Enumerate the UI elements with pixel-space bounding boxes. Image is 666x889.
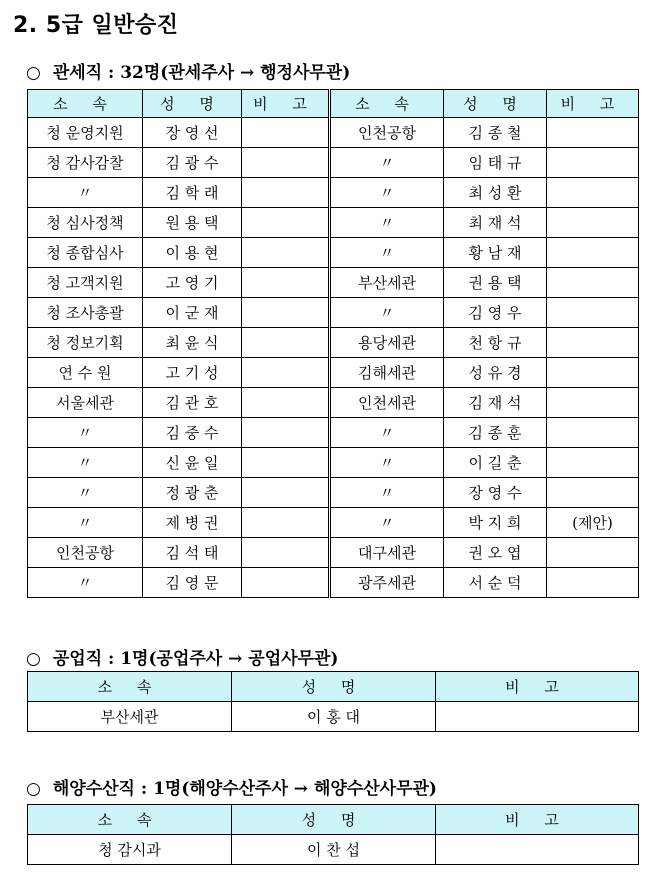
cell-name: 성 유 경: [444, 358, 547, 388]
cell-name: 제 병 권: [143, 508, 242, 538]
cell-name: 김 중 수: [143, 418, 242, 448]
cell-name: 권 오 엽: [444, 538, 547, 568]
cell-affiliation: 청 조사총괄: [28, 298, 143, 328]
cell-affiliation: 〃: [28, 178, 143, 208]
cell-affiliation: 청 종합심사: [28, 238, 143, 268]
cell-name: 이 용 현: [143, 238, 242, 268]
cell-name: 서 순 덕: [444, 568, 547, 598]
header-cell: 소 속: [28, 90, 143, 118]
cell-name: 최 윤 식: [143, 328, 242, 358]
cell-affiliation: 〃: [330, 178, 444, 208]
cell-remarks: [242, 208, 330, 238]
cell-name: 김 관 호: [143, 388, 242, 418]
header-cell: 소 속: [330, 90, 444, 118]
cell-name: 김 종 훈: [444, 418, 547, 448]
industrial-promotion-table: [27, 671, 639, 732]
cell-affiliation: 인천세관: [330, 388, 444, 418]
cell-affiliation: 대구세관: [330, 538, 444, 568]
cell-remarks: [547, 238, 639, 268]
cell-name: 장 영 수: [444, 478, 547, 508]
cell-affiliation: 〃: [330, 448, 444, 478]
header-cell: 성 명: [232, 805, 436, 835]
section-heading-text: 관세직 : 32명(관세주사 → 행정사무관): [52, 63, 351, 83]
table-row: [28, 238, 639, 268]
table-row: [28, 702, 639, 732]
cell-name: 김 영 문: [143, 568, 242, 598]
cell-remarks: [547, 388, 639, 418]
cell-remarks: [547, 538, 639, 568]
cell-remarks: [547, 448, 639, 478]
cell-name: 이 찬 섭: [232, 835, 436, 865]
header-cell: 비 고: [436, 672, 639, 702]
maritime-promotion-table: [27, 804, 639, 865]
cell-name: 정 광 춘: [143, 478, 242, 508]
cell-affiliation: 〃: [28, 448, 143, 478]
customs-promotion-table: [27, 89, 639, 598]
cell-remarks: [242, 178, 330, 208]
cell-affiliation: 김해세관: [330, 358, 444, 388]
cell-name: 장 영 선: [143, 118, 242, 148]
cell-affiliation: 부산세관: [330, 268, 444, 298]
cell-affiliation: 〃: [28, 508, 143, 538]
cell-remarks: [547, 478, 639, 508]
cell-remarks: [242, 118, 330, 148]
cell-name: 이 길 춘: [444, 448, 547, 478]
table-row: [28, 538, 639, 568]
header-cell: 비 고: [242, 90, 330, 118]
cell-name: 김 영 우: [444, 298, 547, 328]
cell-name: 김 광 수: [143, 148, 242, 178]
table-row: [28, 118, 639, 148]
customs-table-body: [28, 90, 639, 598]
bullet-icon: ○: [26, 649, 41, 669]
cell-remarks: [436, 702, 639, 732]
cell-affiliation: 〃: [330, 238, 444, 268]
cell-affiliation: 〃: [330, 508, 444, 538]
cell-remarks: [242, 148, 330, 178]
section-heading-text: 공업직 : 1명(공업주사 → 공업사무관): [52, 649, 339, 669]
cell-name: 이 군 재: [143, 298, 242, 328]
cell-name: 고 기 성: [143, 358, 242, 388]
table-header-row: [28, 805, 639, 835]
cell-affiliation: 청 심사정책: [28, 208, 143, 238]
cell-affiliation: 〃: [330, 148, 444, 178]
cell-affiliation: 인천공항: [28, 538, 143, 568]
header-cell: 소 속: [28, 805, 232, 835]
table-row: [28, 268, 639, 298]
cell-remarks: [242, 358, 330, 388]
cell-remarks: [242, 388, 330, 418]
table-row: [28, 835, 639, 865]
cell-name: 최 성 환: [444, 178, 547, 208]
cell-name: 김 종 철: [444, 118, 547, 148]
cell-remarks: [547, 118, 639, 148]
cell-name: 임 태 규: [444, 148, 547, 178]
cell-remarks: [242, 328, 330, 358]
section-heading-customs: [26, 58, 350, 83]
table-row: [28, 568, 639, 598]
header-cell: 성 명: [143, 90, 242, 118]
cell-name: 신 윤 일: [143, 448, 242, 478]
cell-name: 김 석 태: [143, 538, 242, 568]
cell-remarks: [242, 418, 330, 448]
cell-affiliation: 청 고객지원: [28, 268, 143, 298]
table-row: [28, 178, 639, 208]
cell-name: 박 지 희: [444, 508, 547, 538]
cell-remarks: (제안): [547, 508, 639, 538]
cell-remarks: [242, 568, 330, 598]
cell-name: 김 재 석: [444, 388, 547, 418]
header-cell: 소 속: [28, 672, 232, 702]
cell-affiliation: 연 수 원: [28, 358, 143, 388]
cell-name: 천 항 규: [444, 328, 547, 358]
section-heading-industrial: [26, 644, 338, 669]
cell-remarks: [436, 835, 639, 865]
cell-name: 권 용 택: [444, 268, 547, 298]
cell-remarks: [547, 148, 639, 178]
cell-remarks: [242, 448, 330, 478]
table-row: [28, 448, 639, 478]
cell-affiliation: 청 감시과: [28, 835, 232, 865]
cell-remarks: [242, 298, 330, 328]
cell-affiliation: 〃: [28, 478, 143, 508]
section-heading-text: 해양수산직 : 1명(해양수산주사 → 해양수산사무관): [52, 779, 437, 799]
cell-name: 고 영 기: [143, 268, 242, 298]
page-title: 2. 5급 일반승진: [13, 13, 179, 38]
header-cell: 성 명: [444, 90, 547, 118]
cell-affiliation: 청 정보기획: [28, 328, 143, 358]
cell-remarks: [547, 178, 639, 208]
cell-name: 황 남 재: [444, 238, 547, 268]
table-row: [28, 508, 639, 538]
cell-affiliation: 〃: [330, 478, 444, 508]
cell-remarks: [547, 298, 639, 328]
table-row: [28, 478, 639, 508]
cell-affiliation: 〃: [28, 568, 143, 598]
cell-name: 김 학 래: [143, 178, 242, 208]
cell-affiliation: 〃: [330, 418, 444, 448]
table-header-row: [28, 672, 639, 702]
table-row: [28, 388, 639, 418]
table-row: [28, 328, 639, 358]
cell-remarks: [547, 208, 639, 238]
cell-remarks: [242, 508, 330, 538]
cell-affiliation: 부산세관: [28, 702, 232, 732]
cell-remarks: [547, 418, 639, 448]
cell-affiliation: 서울세관: [28, 388, 143, 418]
cell-remarks: [547, 328, 639, 358]
cell-name: 최 재 석: [444, 208, 547, 238]
cell-remarks: [547, 268, 639, 298]
table-row: [28, 148, 639, 178]
table-row: [28, 208, 639, 238]
bullet-icon: ○: [26, 63, 41, 83]
cell-affiliation: 인천공항: [330, 118, 444, 148]
cell-remarks: [242, 538, 330, 568]
cell-affiliation: 용당세관: [330, 328, 444, 358]
table-row: [28, 418, 639, 448]
table-row: [28, 358, 639, 388]
cell-affiliation: 〃: [28, 418, 143, 448]
cell-affiliation: 청 감사감찰: [28, 148, 143, 178]
cell-remarks: [547, 358, 639, 388]
header-cell: 비 고: [436, 805, 639, 835]
cell-remarks: [242, 478, 330, 508]
cell-affiliation: 청 운영지원: [28, 118, 143, 148]
header-cell: 성 명: [232, 672, 436, 702]
cell-remarks: [242, 238, 330, 268]
table-header-row: [28, 90, 639, 118]
cell-affiliation: 〃: [330, 208, 444, 238]
cell-affiliation: 〃: [330, 298, 444, 328]
header-cell: 비 고: [547, 90, 639, 118]
cell-name: 원 용 택: [143, 208, 242, 238]
section-heading-maritime: [26, 774, 437, 799]
cell-name: 이 홍 대: [232, 702, 436, 732]
table-row: [28, 298, 639, 328]
cell-remarks: [242, 268, 330, 298]
cell-remarks: [547, 568, 639, 598]
bullet-icon: ○: [26, 779, 41, 799]
cell-affiliation: 광주세관: [330, 568, 444, 598]
